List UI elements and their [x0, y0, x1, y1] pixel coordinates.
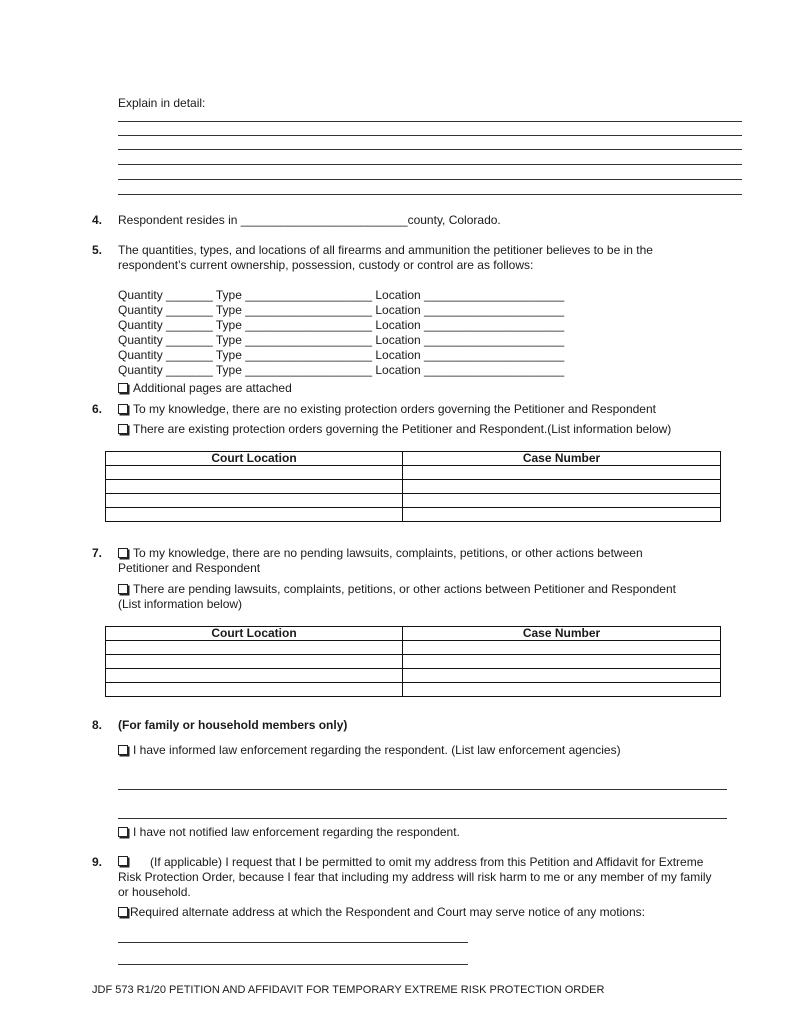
form-footer: JDF 573 R1/20 PETITION AND AFFIDAVIT FOR TEMPORARY EXTREME RISK PROTECTION ORDER [92, 984, 605, 996]
court-location-cell[interactable] [106, 466, 403, 480]
firearm-row[interactable]: Quantity _______ Type ___________________ Location _____________________ [118, 303, 565, 317]
checkbox[interactable] [118, 383, 128, 393]
checkbox[interactable] [118, 827, 128, 837]
checkbox[interactable] [118, 907, 128, 917]
case-number-cell[interactable] [403, 480, 721, 494]
checkbox[interactable] [118, 424, 128, 434]
alternate-address-option[interactable] [118, 905, 645, 919]
court-location-cell[interactable] [106, 641, 403, 655]
existing-protection-orders-label: There are existing protection orders governing the Petitioner and Respondent.(List information below) [133, 422, 672, 436]
alternate-address-label: Required alternate address at which the Respondent and Court may serve notice of any motions: [130, 905, 645, 919]
firearm-row[interactable]: Quantity _______ Type ___________________ Location _____________________ [118, 318, 565, 332]
table-row[interactable] [106, 480, 721, 494]
table-row[interactable] [106, 655, 721, 669]
no-pending-lawsuits-option[interactable] [118, 546, 643, 560]
court-location-cell[interactable] [106, 669, 403, 683]
table-row[interactable] [106, 494, 721, 508]
court-location-cell[interactable] [106, 480, 403, 494]
item-9-number: 9. [92, 855, 103, 869]
court-location-cell[interactable] [106, 683, 403, 697]
additional-pages-label: Additional pages are attached [133, 381, 292, 395]
informed-law-enforcement-label: I have informed law enforcement regarding the respondent. (List law enforcement agencies) [133, 743, 621, 757]
item-5-line-1: The quantities, types, and locations of all firearms and ammunition the petitioner believes to be in the [118, 243, 653, 257]
explain-line[interactable] [118, 149, 742, 150]
existing-protection-orders-option[interactable] [118, 422, 671, 436]
no-pending-lawsuits-label: To my knowledge, there are no pending lawsuits, complaints, petitions, or other actions between [133, 546, 643, 560]
court-location-cell[interactable] [106, 508, 403, 522]
item-5-number: 5. [92, 243, 103, 257]
alternate-address-line[interactable] [118, 942, 468, 943]
explain-label: Explain in detail: [118, 96, 206, 110]
court-location-header: Court Location [106, 627, 403, 641]
alternate-address-line[interactable] [118, 964, 468, 965]
additional-pages-option[interactable] [118, 381, 292, 395]
case-number-header: Case Number [403, 627, 721, 641]
case-number-cell[interactable] [403, 669, 721, 683]
pending-lawsuits-option[interactable] [118, 582, 676, 596]
table-row[interactable] [106, 669, 721, 683]
law-enforcement-agencies-line[interactable] [118, 818, 727, 819]
protection-orders-table [105, 451, 721, 522]
checkbox[interactable] [118, 548, 128, 558]
pending-lawsuits-label-cont: (List information below) [118, 597, 243, 611]
pending-actions-table [105, 626, 721, 697]
explain-line[interactable] [118, 179, 742, 180]
omit-address-checkbox[interactable] [118, 856, 128, 866]
firearm-row[interactable]: Quantity _______ Type ___________________ Location _____________________ [118, 288, 565, 302]
case-number-header: Case Number [403, 452, 721, 466]
case-number-cell[interactable] [403, 683, 721, 697]
omit-address-line-1: (If applicable) I request that I be permitted to omit my address from this Petition and Affidavit for Extreme [150, 855, 704, 869]
item-8-number: 8. [92, 718, 103, 732]
court-location-cell[interactable] [106, 655, 403, 669]
no-protection-orders-label: To my knowledge, there are no existing protection orders governing the Petitioner and Respondent [133, 402, 656, 416]
case-number-cell[interactable] [403, 655, 721, 669]
checkbox[interactable] [118, 584, 128, 594]
no-protection-orders-option[interactable] [118, 402, 656, 416]
court-location-header: Court Location [106, 452, 403, 466]
item-5-line-2: respondent’s current ownership, possession, custody or control are as follows: [118, 258, 534, 272]
item-4-number: 4. [92, 213, 103, 227]
case-number-cell[interactable] [403, 508, 721, 522]
case-number-cell[interactable] [403, 641, 721, 655]
item-8-heading: (For family or household members only) [118, 718, 348, 732]
not-notified-law-enforcement-label: I have not notified law enforcement regarding the respondent. [133, 825, 460, 839]
firearm-row[interactable]: Quantity _______ Type ___________________ Location _____________________ [118, 333, 565, 347]
no-pending-lawsuits-label-cont: Petitioner and Respondent [118, 561, 261, 575]
table-row[interactable] [106, 683, 721, 697]
informed-law-enforcement-option[interactable] [118, 743, 621, 757]
pending-lawsuits-label: There are pending lawsuits, complaints, petitions, or other actions between Petitioner and Respondent [133, 582, 676, 596]
omit-address-line-3: or household. [118, 885, 191, 899]
table-row[interactable] [106, 508, 721, 522]
explain-line[interactable] [118, 121, 742, 122]
omit-address-line-2: Risk Protection Order, because I fear that including my address will risk harm to me or any member of my family [118, 870, 712, 884]
table-row[interactable] [106, 641, 721, 655]
firearm-row[interactable]: Quantity _______ Type ___________________ Location _____________________ [118, 348, 565, 362]
table-row[interactable] [106, 466, 721, 480]
case-number-cell[interactable] [403, 466, 721, 480]
case-number-cell[interactable] [403, 494, 721, 508]
checkbox[interactable] [118, 745, 128, 755]
item-6-number: 6. [92, 402, 103, 416]
not-notified-law-enforcement-option[interactable] [118, 825, 460, 839]
checkbox[interactable] [118, 404, 128, 414]
court-location-cell[interactable] [106, 494, 403, 508]
law-enforcement-agencies-line[interactable] [118, 789, 727, 790]
firearm-row[interactable]: Quantity _______ Type ___________________ Location _____________________ [118, 363, 565, 377]
explain-line[interactable] [118, 135, 742, 136]
explain-line[interactable] [118, 164, 742, 165]
item-7-number: 7. [92, 546, 103, 560]
respondent-county-field[interactable]: Respondent resides in _________________________county, Colorado. [118, 213, 501, 227]
explain-line[interactable] [118, 194, 742, 195]
